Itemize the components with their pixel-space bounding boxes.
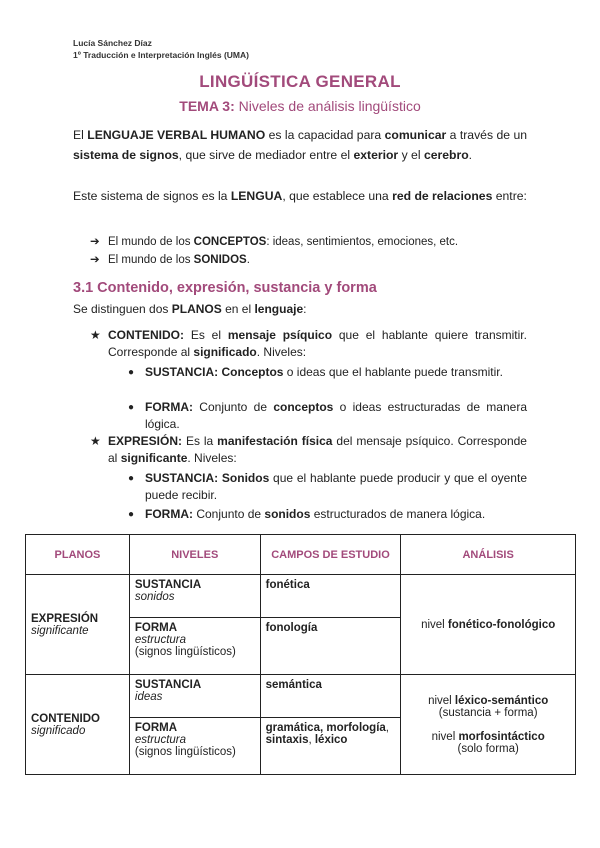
expresion-forma-item (128, 506, 527, 523)
section-intro: Se distinguen dos PLANOS en el lenguaje: (73, 302, 307, 316)
list-item-text: El mundo de los CONCEPTOS: ideas, sentimientos, emociones, etc. (108, 236, 459, 248)
contenido-item (90, 327, 527, 361)
document-subtitle (0, 98, 600, 114)
nivel-sub: estructura (134, 634, 187, 646)
arrow-icon: ➔ (90, 236, 100, 248)
contenido-forma-item (128, 399, 527, 433)
campo-semantica (260, 675, 401, 718)
nivel-note: (signos lingüísticos) (134, 646, 236, 658)
nivel-forma (129, 618, 260, 675)
intro-paragraph-2: Este sistema de signos es la LENGUA, que establece una red de relaciones entre: (73, 189, 527, 203)
list-item (90, 251, 458, 269)
bullet-icon: ● (128, 473, 135, 484)
nivel-sub: estructura (134, 734, 187, 746)
header-analisis: ANÁLISIS (401, 535, 576, 575)
section-heading: 3.1 Contenido, expresión, sustancia y forma (73, 280, 377, 296)
table-header-row (26, 535, 576, 575)
list-item-text: El mundo de los SONIDOS. (108, 254, 250, 266)
table-row (26, 575, 576, 618)
plano-sub: significado (31, 724, 86, 737)
contenido-text: CONTENIDO: Es el mensaje psíquico que el hablante quiere transmitir. Corresponde al significado. Niveles: (108, 328, 527, 359)
analisis-lexico: nivel léxico-semántico (428, 694, 549, 707)
expresion-sustancia-text: SUSTANCIA: Sonidos que el hablante puede producir y que el oyente puede recibir. (145, 471, 527, 502)
campo-fonetica (260, 575, 401, 618)
bullet-icon: ● (128, 367, 135, 378)
star-icon: ★ (90, 434, 101, 448)
subtitle-prefix: TEMA 3: (179, 98, 235, 114)
contenido-sustancia-item (128, 364, 527, 381)
plano-expresion (26, 575, 130, 675)
nivel-forma (129, 718, 260, 775)
nivel-label: FORMA (134, 622, 178, 634)
analisis-lexico-sub: (sustancia + forma) (438, 706, 538, 719)
plano-contenido (26, 675, 130, 775)
expresion-forma-text: FORMA: Conjunto de sonidos estructurados de manera lógica. (145, 507, 486, 521)
bullet-icon: ● (128, 509, 135, 520)
bullet-icon: ● (128, 402, 135, 413)
plano-label: CONTENIDO (31, 712, 100, 725)
document-title: LINGÜÍSTICA GENERAL (199, 72, 401, 91)
header-planos: PLANOS (26, 535, 130, 575)
levels-table (25, 534, 576, 775)
author-header (73, 37, 249, 61)
campo-label: semántica (265, 679, 322, 691)
header-campos: CAMPOS DE ESTUDIO (260, 535, 401, 575)
nivel-sub: ideas (134, 691, 163, 703)
analisis-morfo-sub: (solo forma) (457, 742, 519, 755)
contenido-forma-text: FORMA: Conjunto de conceptos o ideas estructuradas de manera lógica. (145, 400, 527, 431)
expresion-text: EXPRESIÓN: Es la manifestación física del mensaje psíquico. Corresponde al significante. Niveles: (108, 434, 527, 465)
campo-fonologia (260, 618, 401, 675)
analisis-morfo: nivel morfosintáctico (431, 730, 545, 743)
arrow-icon: ➔ (90, 254, 100, 266)
subtitle-text: Niveles de análisis lingüístico (234, 98, 421, 114)
nivel-sustancia (129, 575, 260, 618)
nivel-note: (signos lingüísticos) (134, 746, 236, 758)
nivel-sustancia (129, 675, 260, 718)
expresion-item (90, 433, 527, 467)
star-icon: ★ (90, 328, 101, 342)
analisis-fonetico: nivel fonético-fonológico (401, 575, 576, 675)
plano-label: EXPRESIÓN (31, 612, 99, 625)
expresion-sustancia-item (128, 470, 527, 504)
author-name: Lucía Sánchez Díaz (73, 38, 152, 48)
table-row (26, 675, 576, 718)
analisis-contenido (401, 675, 576, 775)
relations-list (90, 233, 458, 269)
course-name: 1º Traducción e Interpretación Inglés (UMA) (73, 50, 249, 60)
intro-paragraph-1: El LENGUAJE VERBAL HUMANO es la capacidad para comunicar a través de un sistema de signos, que sirve de mediador entre el exterior y el cerebro. (73, 128, 527, 162)
contenido-sustancia-text: SUSTANCIA: Conceptos o ideas que el hablante puede transmitir. (145, 365, 503, 379)
campo-label: fonética (265, 579, 310, 591)
campo-gramatica: gramática, morfología, sintaxis, léxico (260, 718, 401, 775)
nivel-label: FORMA (134, 722, 178, 734)
nivel-label: SUSTANCIA (134, 579, 202, 591)
nivel-label: SUSTANCIA (134, 679, 202, 691)
nivel-sub: sonidos (134, 591, 175, 603)
plano-sub: significante (31, 624, 89, 637)
list-item (90, 233, 458, 251)
header-niveles: NIVELES (129, 535, 260, 575)
campo-label: fonología (265, 622, 318, 634)
